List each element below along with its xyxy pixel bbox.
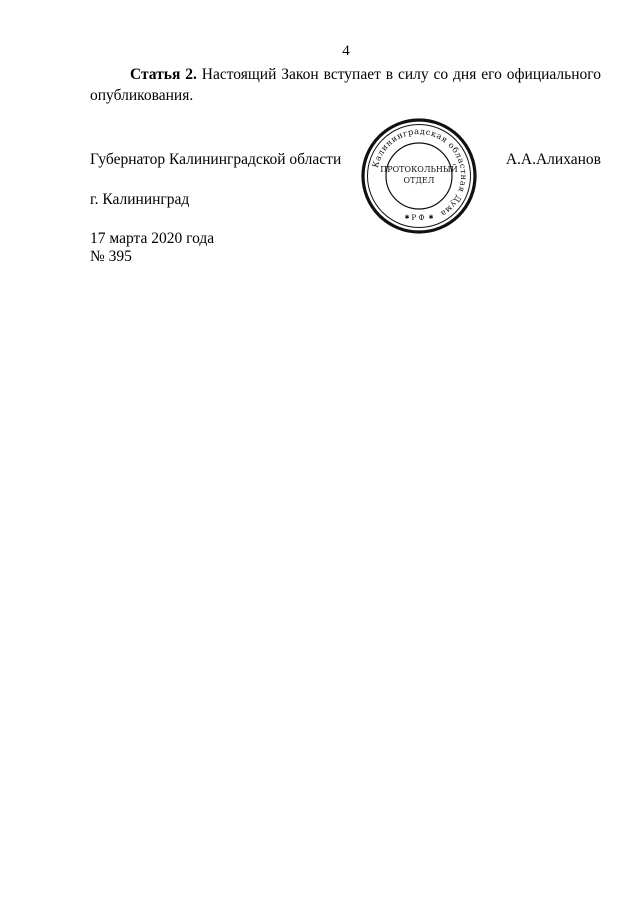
- stamp-star-right-icon: ✱: [428, 214, 434, 221]
- article-text-line1: Настоящий Закон вступает в силу со дня его официального: [201, 66, 602, 83]
- law-number: № 395: [90, 248, 132, 265]
- place-of-signing: г. Калининград: [90, 191, 190, 208]
- page-number: 4: [342, 43, 350, 59]
- signer-name: А.А.Алиханов: [505, 151, 601, 168]
- stamp-star-left-icon: ✱: [404, 214, 410, 221]
- article-first-line: [90, 64, 601, 85]
- stamp-center-line2: ОТДЕЛ: [403, 176, 435, 185]
- article-text-line2: опубликования.: [90, 87, 194, 104]
- stamp-bottom-text: РФ: [411, 213, 427, 222]
- article-2: [90, 64, 601, 106]
- signer-title: Губернатор Калининградской области: [90, 151, 342, 168]
- signing-date: 17 марта 2020 года: [90, 230, 215, 247]
- article-label: Статья 2.: [130, 66, 197, 83]
- stamp-seal-icon: [360, 117, 478, 235]
- stamp-center-line1: ПРОТОКОЛЬНЫЙ: [380, 165, 458, 174]
- stamp-ring-text: Калининградская областная Дума: [369, 125, 470, 220]
- official-stamp: [360, 117, 478, 235]
